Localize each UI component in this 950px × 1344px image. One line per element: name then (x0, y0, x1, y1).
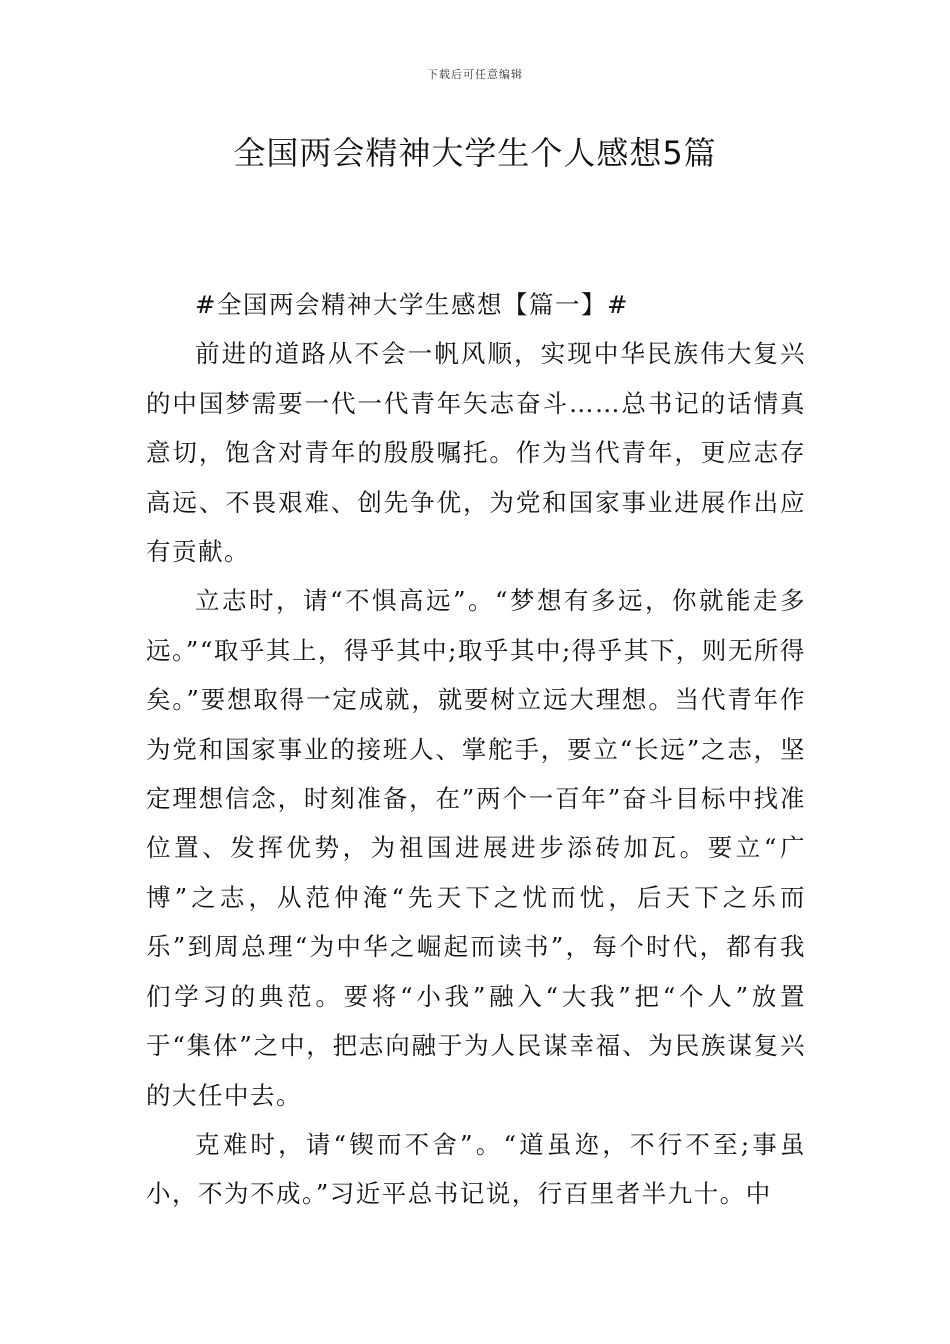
document-title: 全国两会精神大学生个人感想5篇 (233, 134, 717, 172)
section-heading: #全国两会精神大学生感想【篇一】# (195, 290, 630, 319)
paragraph-2: 立志时，请“不惧高远”。“梦想有多远，你就能走多远。”“取乎其上，得乎其中;取乎其中;得乎其下，则无所得矣。”要想取得一定成就，就要树立远大理想。当代青年作为党和国家事业的接班人、掌舵手，要立“长远”之志，坚定理想信念，时刻准备，在”两个一百年”奋斗目标中找准位置、发挥优势，为祖国进展进步添砖加瓦。要立“广博”之志，从范仲淹“先天下之忧而忧，后天下之乐而乐”到周总理“为中华之崛起而读书”，每个时代，都有我们学习的典范。要将“小我”融入“大我”把“个人”放置于“集体”之中，把志向融于为人民谋幸福、为民族谋复兴的大任中去。 (146, 586, 806, 1110)
header-note: 下载后可任意编辑 (427, 68, 523, 81)
paragraph-1: 前进的道路从不会一帆风顺，实现中华民族伟大复兴的中国梦需要一代一代青年矢志奋斗……总书记的话情真意切，饱含对青年的殷殷嘱托。作为当代青年，更应志存高远、不畏艰难、创先争优，为党和国家事业进展作出应有贡献。 (146, 339, 806, 567)
paragraph-3: 克难时，请“锲而不舍”。“道虽迩，不行不至;事虽小，不为不成。”习近平总书记说，行百里者半九十。中 (146, 1129, 806, 1209)
document-body (146, 280, 806, 1219)
